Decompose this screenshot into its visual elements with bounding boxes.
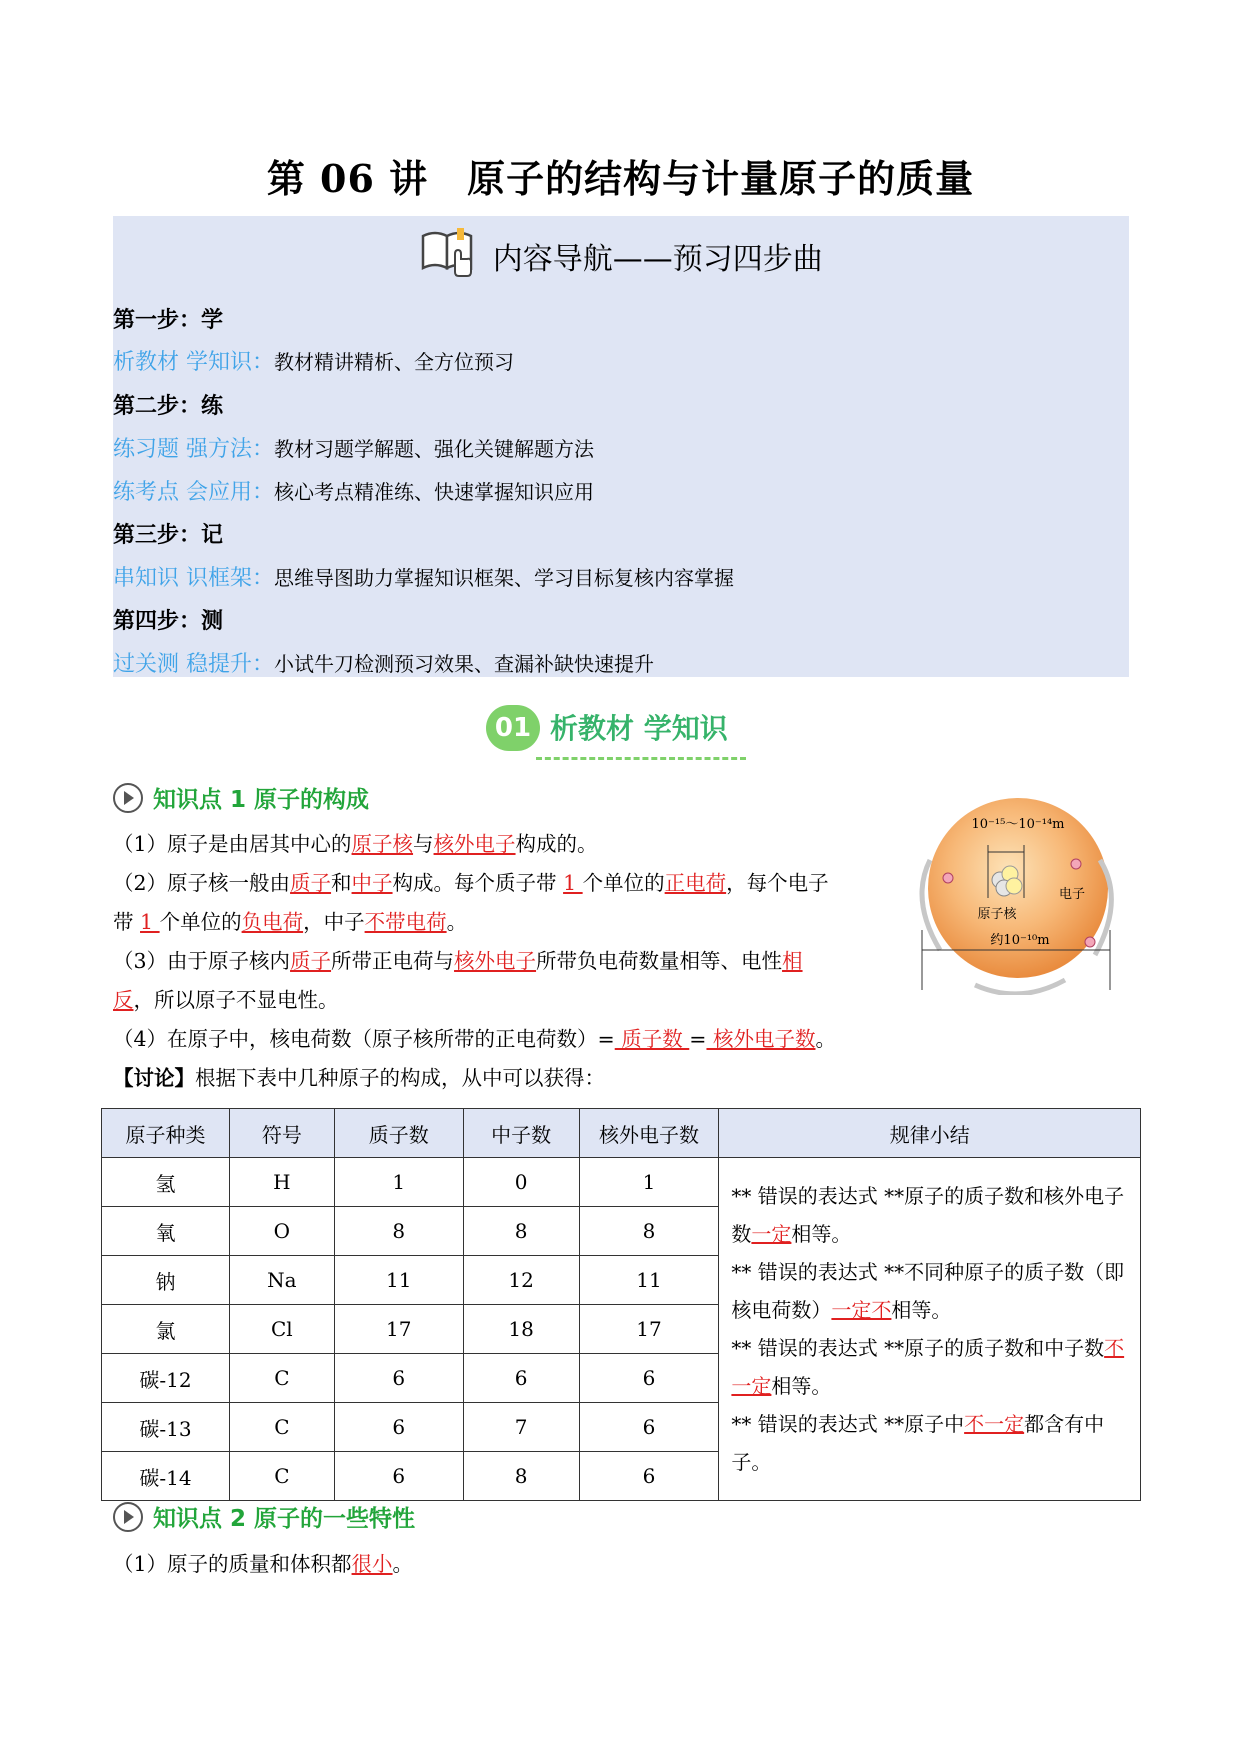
table-cell: 氯 [102,1305,230,1354]
text: （1）原子是由居其中心的 [113,832,352,856]
table-cell: 氧 [102,1207,230,1256]
text: ，中子 [303,910,365,934]
item-key: 析教材 学知识： [113,350,274,375]
text: 相等。 [791,1222,852,1246]
step-2-item-2 [113,475,594,506]
table-cell: 6 [334,1452,463,1501]
electron-label: 电子 [1058,887,1086,902]
text: 。 [392,1552,414,1576]
section-number-badge: 01 [486,705,540,751]
table-cell: Na [229,1256,334,1305]
text: 根据下表中几种原子的构成，从中可以获得： [195,1066,605,1090]
text: ** 错误的表达式 **不同种原子的质子数（即核电荷数） [731,1260,1125,1322]
table-cell: 7 [463,1403,579,1452]
table-cell: C [229,1403,334,1452]
kp-label: 知识点 2 原子的一些特性 [153,1506,416,1532]
column-header: 中子数 [463,1109,579,1158]
text: （1）原子的质量和体积都 [113,1552,352,1576]
table-cell: Cl [229,1305,334,1354]
answer-blank: 核外电子 [454,949,537,973]
item-key: 过关测 稳提升： [113,652,274,677]
answer-blank: 不一定 [731,1336,1125,1398]
table-cell: 6 [579,1452,719,1501]
step-3-item-1 [113,561,734,592]
discussion-label: 【讨论】 [113,1066,195,1090]
text: 带 [113,910,141,934]
answer-blank: 正电荷 [664,871,727,895]
answer-blank: 1 [140,910,160,934]
text: 。 [815,1027,836,1051]
scale-bottom-label: 约10⁻¹⁰m [990,933,1050,948]
text: ** 错误的表达式 **原子的质子数和核外电子数 [731,1184,1125,1246]
item-value: 小试牛刀检测预习效果、查漏补缺快速提升 [274,652,654,676]
answer-blank: 不一定 [964,1412,1025,1436]
item-key: 练考点 会应用： [113,480,274,505]
table-cell: 钠 [102,1256,230,1305]
play-circle-icon [113,783,143,813]
section-title: 析教材 学知识 [550,712,728,745]
text: ** 错误的表达式 **原子中 [731,1412,965,1436]
answer-blank: 反 [113,988,134,1012]
text: ，所以原子不显电性。 [133,988,339,1012]
text: 所带负电荷数量相等、电性 [536,949,783,973]
atom-composition-table [101,1108,1141,1501]
summary-line [731,1177,1128,1253]
answer-blank: 一定不 [831,1298,892,1322]
kp1-paragraph-2-cont [113,908,467,936]
table-cell: H [229,1158,334,1207]
text: （3）由于原子核内 [113,949,291,973]
kp1-paragraph-3-cont [113,986,339,1014]
text: 相等。 [891,1298,952,1322]
summary-cell [719,1158,1141,1501]
content-nav-heading [113,226,1129,286]
scale-top-label: 10⁻¹⁵～10⁻¹⁴m [971,817,1065,832]
table-cell: 0 [463,1158,579,1207]
step-1-item-1 [113,345,514,376]
kp2-paragraph-1 [113,1550,413,1578]
table-cell: 11 [334,1256,463,1305]
text: 所带正电荷与 [331,949,455,973]
kp1-paragraph-4 [113,1025,836,1053]
kp1-paragraph-2 [113,869,829,897]
step-3-label: 第三步：记 [113,523,224,548]
answer-blank: 核外电子 [433,832,516,856]
kp-label: 知识点 1 原子的构成 [153,787,370,813]
table-cell: C [229,1354,334,1403]
step-4-item-1 [113,647,654,678]
knowledge-point-1-heading [113,781,369,814]
column-header: 规律小结 [719,1109,1141,1158]
table-cell: 17 [334,1305,463,1354]
table-cell: 氢 [102,1158,230,1207]
text: 构成。每个质子带 [392,871,564,895]
item-value: 教材习题学解题、强化关键解题方法 [274,437,594,461]
text: 个单位的 [159,910,242,934]
section-underline [536,757,746,760]
kp1-paragraph-3 [113,947,803,975]
summary-line [731,1405,1128,1481]
summary-line [731,1253,1128,1329]
answer-blank: 中子 [351,871,393,895]
text: （4）在原子中，核电荷数（原子核所带的正电荷数）= [113,1027,615,1051]
answer-blank: 很小 [351,1552,393,1576]
answer-blank: 1 [563,871,583,895]
answer-blank: 质子 [290,871,332,895]
summary-line [731,1329,1128,1405]
answer-blank: 质子数 [614,1027,690,1051]
table-cell: C [229,1452,334,1501]
table-cell: 11 [579,1256,719,1305]
item-value: 核心考点精准练、快速掌握知识应用 [274,480,594,504]
table-cell: 8 [463,1207,579,1256]
item-value: 思维导图助力掌握知识框架、学习目标复核内容掌握 [274,566,734,590]
step-2-label: 第二步：练 [113,394,224,419]
knowledge-point-2-heading [113,1500,415,1533]
item-value: 教材精讲精析、全方位预习 [274,350,514,374]
answer-blank: 质子 [290,949,332,973]
text: 构成的。 [515,832,598,856]
page-title: 第 06 讲 原子的结构与计量原子的质量 [266,156,975,201]
table-cell: 8 [334,1207,463,1256]
text: ** 错误的表达式 **原子的质子数和中子数 [731,1336,1105,1360]
table-cell: 6 [334,1354,463,1403]
text: 与 [413,832,434,856]
nucleus-label: 原子核 [977,907,1017,922]
column-header: 原子种类 [102,1109,230,1158]
atom-structure-diagram [900,790,1135,995]
answer-blank: 核外电子数 [706,1027,816,1051]
item-key: 串知识 识框架： [113,566,274,591]
text: 都含有中子。 [731,1412,1105,1474]
table-cell: 碳-12 [102,1354,230,1403]
answer-blank: 不带电荷 [364,910,447,934]
table-cell: 1 [334,1158,463,1207]
table-row [102,1158,1141,1207]
table-cell: 6 [579,1354,719,1403]
column-header: 质子数 [334,1109,463,1158]
text: ，每个电子 [726,871,829,895]
book-pointer-icon [419,226,479,286]
table-header-row [102,1109,1141,1158]
table-cell: 18 [463,1305,579,1354]
table-cell: 12 [463,1256,579,1305]
discussion-line [113,1064,605,1092]
table-cell: O [229,1207,334,1256]
answer-blank: 原子核 [351,832,414,856]
text: = [689,1027,707,1051]
table-cell: 1 [579,1158,719,1207]
table-cell: 碳-14 [102,1452,230,1501]
table-cell: 6 [334,1403,463,1452]
column-header: 核外电子数 [579,1109,719,1158]
column-header: 符号 [229,1109,334,1158]
step-4-label: 第四步：测 [113,609,224,634]
step-1-label: 第一步：学 [113,308,224,333]
text: 和 [331,871,352,895]
answer-blank: 相 [782,949,803,973]
play-circle-icon [113,1502,143,1532]
table-cell: 8 [579,1207,719,1256]
kp1-paragraph-1 [113,830,598,858]
table-cell: 6 [579,1403,719,1452]
table-cell: 17 [579,1305,719,1354]
answer-blank: 负电荷 [241,910,304,934]
text: 相等。 [771,1374,832,1398]
text: 。 [446,910,468,934]
table-cell: 6 [463,1354,579,1403]
text: 个单位的 [582,871,665,895]
step-2-item-1 [113,432,594,463]
table-cell: 碳-13 [102,1403,230,1452]
nav-heading-text: 内容导航——预习四步曲 [492,242,823,277]
table-cell: 8 [463,1452,579,1501]
answer-blank: 一定 [751,1222,792,1246]
text: （2）原子核一般由 [113,871,291,895]
item-key: 练习题 强方法： [113,437,274,462]
